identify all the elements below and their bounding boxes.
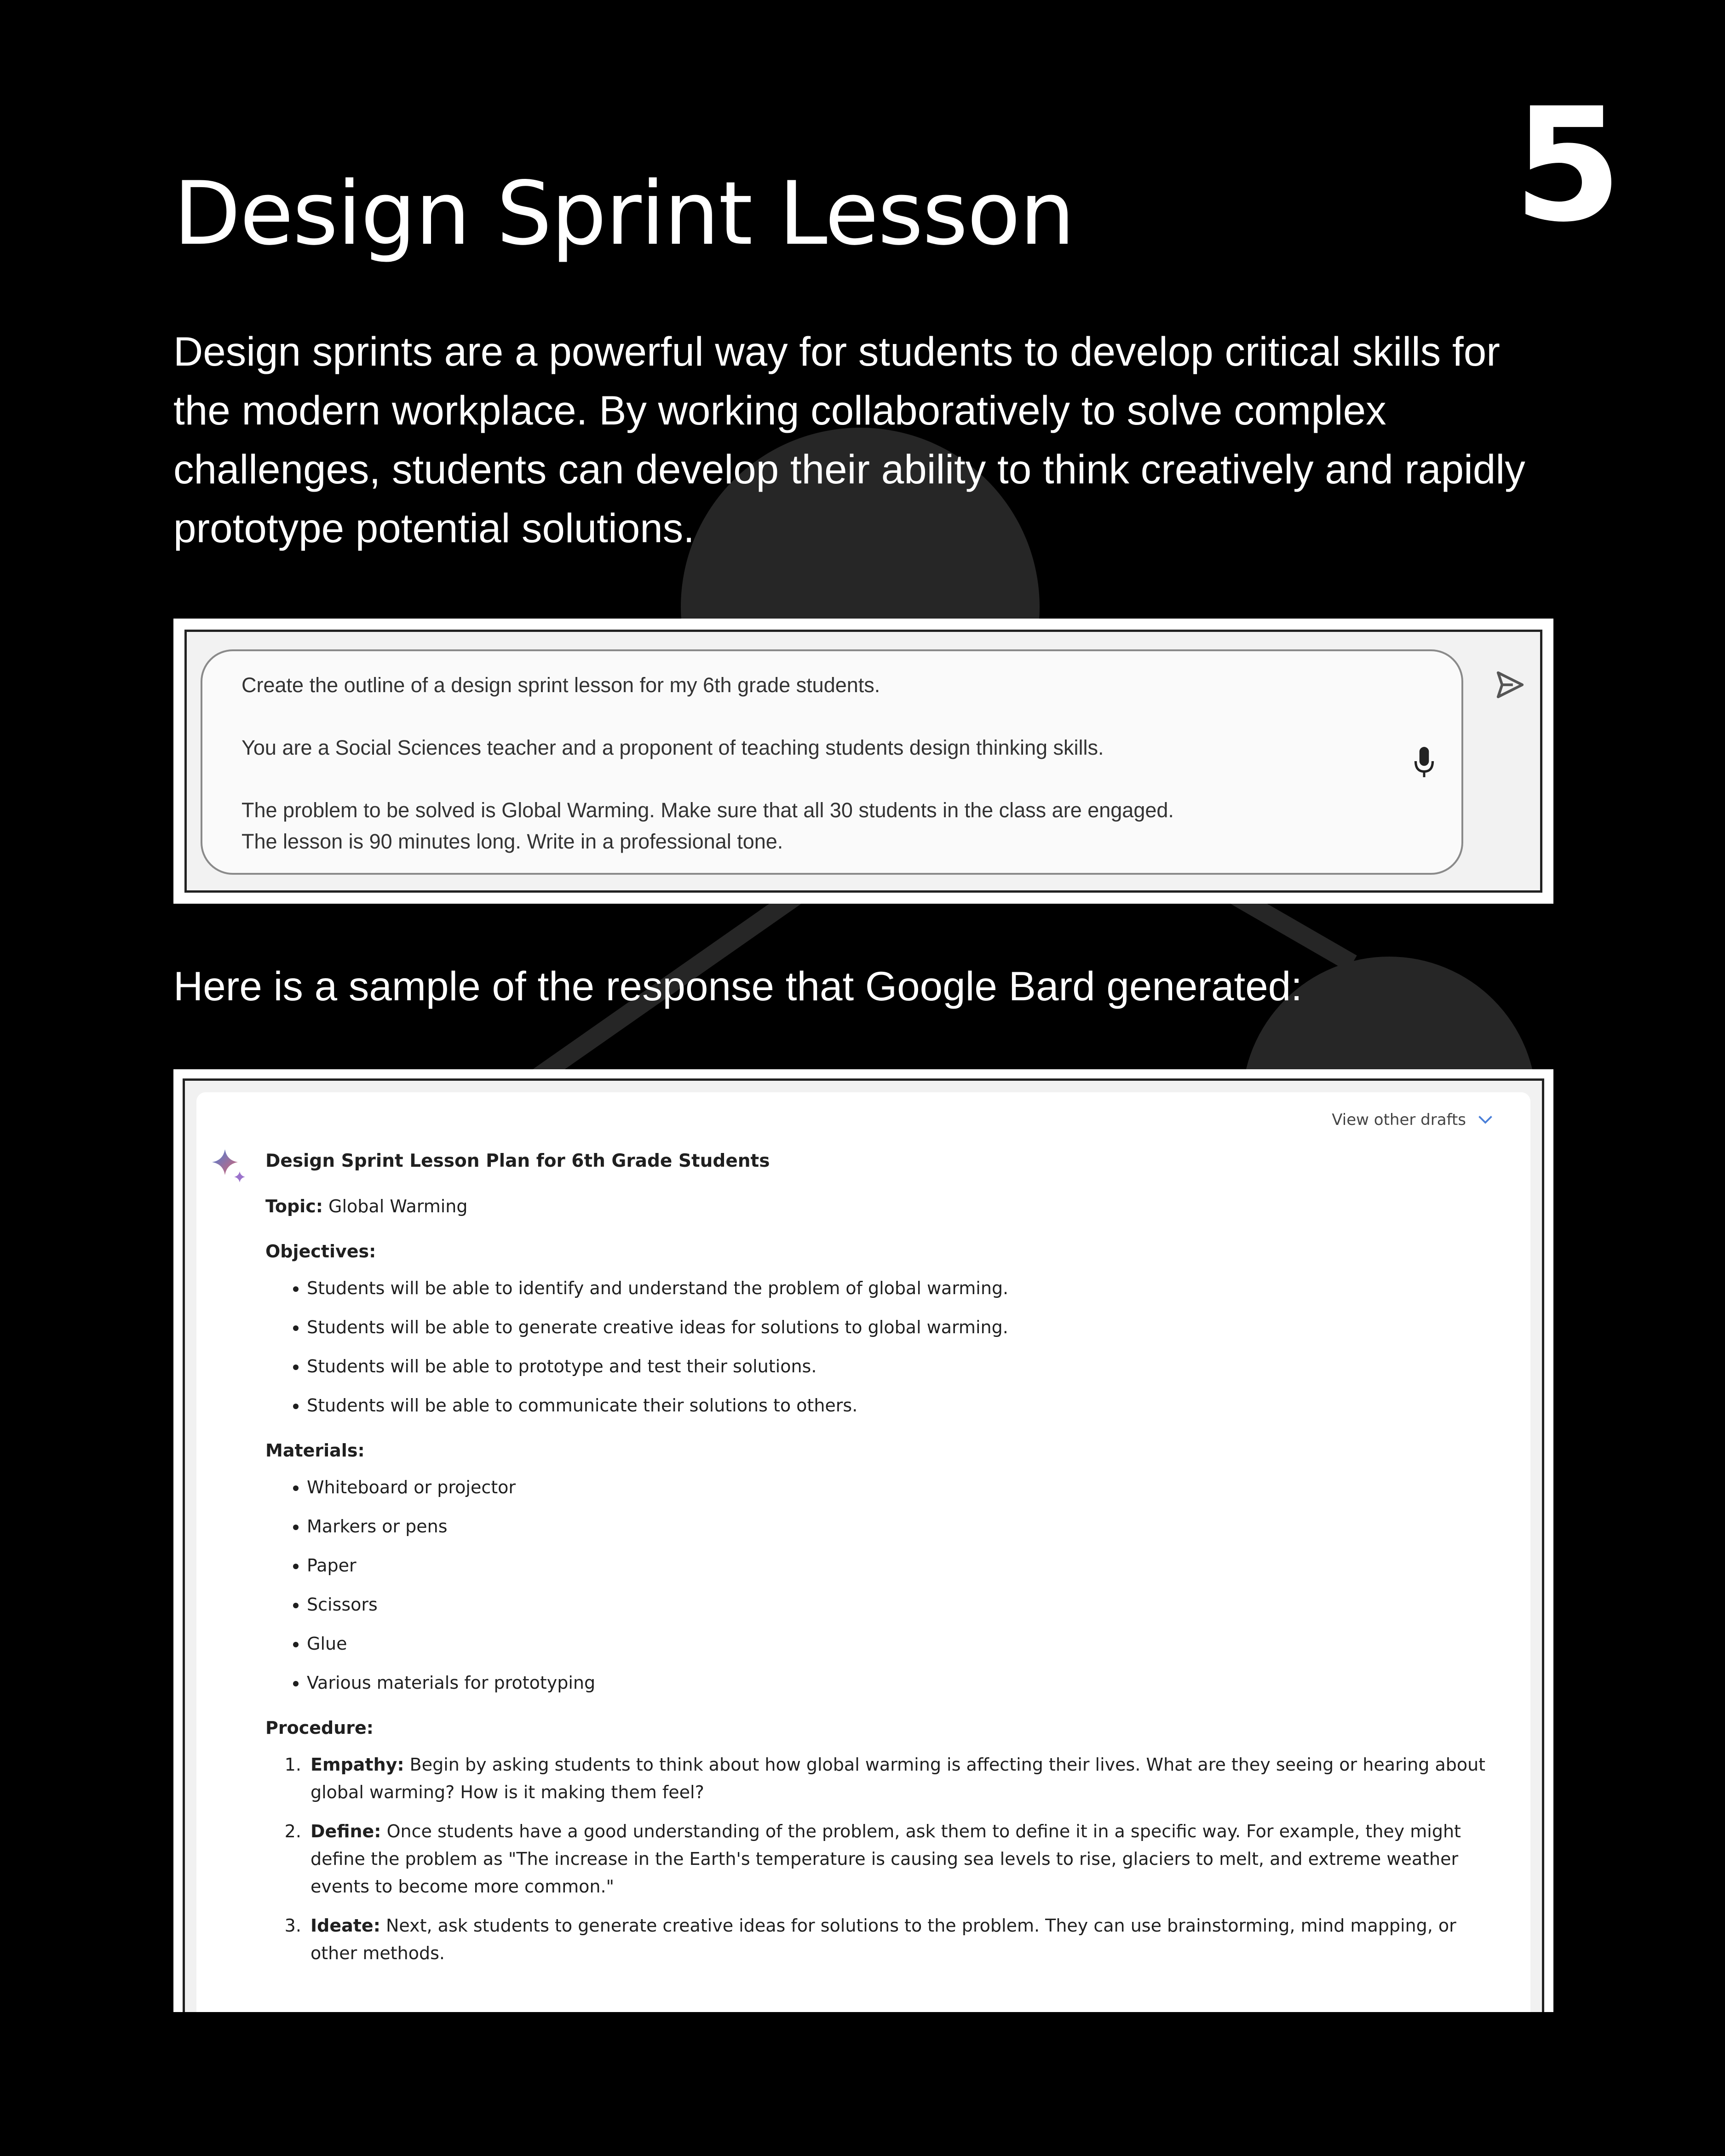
list-item: • Paper bbox=[307, 1552, 1494, 1579]
procedure-step bbox=[307, 1751, 1494, 1806]
prompt-screenshot bbox=[173, 619, 1553, 904]
list-item: • Students will be able to communicate their solutions to others. bbox=[307, 1392, 1494, 1419]
topic-value: Global Warming bbox=[328, 1196, 468, 1216]
list-item: • Students will be able to prototype and test their solutions. bbox=[307, 1353, 1494, 1380]
materials-list bbox=[265, 1474, 1494, 1697]
topic-label: Topic: bbox=[265, 1196, 323, 1216]
chevron-down-icon bbox=[1477, 1114, 1494, 1125]
bard-sparkle-icon bbox=[210, 1147, 247, 1184]
page-title: Design Sprint Lesson bbox=[173, 163, 1074, 264]
response-title: Design Sprint Lesson Plan for 6th Grade Students bbox=[265, 1151, 770, 1171]
prompt-line: Create the outline of a design sprint lesson for my 6th grade students. bbox=[242, 673, 880, 697]
procedure-step bbox=[307, 1912, 1494, 1967]
procedure-list bbox=[265, 1751, 1494, 1967]
step-text: Begin by asking students to think about how global warming is affecting their lives. What are they seeing or hearing about global warming? How is it making them feel? bbox=[310, 1755, 1486, 1802]
view-other-drafts-button[interactable] bbox=[1332, 1106, 1494, 1134]
prompt-frame bbox=[184, 630, 1542, 893]
list-item: • Glue bbox=[307, 1630, 1494, 1657]
list-item: • Various materials for prototyping bbox=[307, 1669, 1494, 1697]
procedure-step bbox=[307, 1818, 1494, 1900]
response-screenshot bbox=[173, 1069, 1553, 2012]
send-icon[interactable] bbox=[1494, 669, 1526, 701]
procedure-heading: Procedure: bbox=[265, 1718, 374, 1738]
prompt-line: The problem to be solved is Global Warming. Make sure that all 30 students in the class are engaged. bbox=[242, 798, 1174, 822]
step-lead: Define: bbox=[310, 1821, 381, 1841]
page-number: 5 bbox=[1513, 75, 1618, 257]
step-lead: Ideate: bbox=[310, 1915, 380, 1936]
materials-heading: Materials: bbox=[265, 1440, 365, 1461]
step-text: Once students have a good understanding of the problem, ask them to define it in a specific way. For example, they might define the problem as "The increase in the Earth's temperature is causing sea levels to rise, glaciers to melt, and extreme weather events to become more common." bbox=[310, 1821, 1461, 1897]
mic-icon[interactable] bbox=[1413, 746, 1436, 778]
intro-paragraph: Design sprints are a powerful way for students to develop critical skills for the modern workplace. By working collaboratively to solve complex challenges, students can develop their ability to think creatively and rapidly prototype potential solutions. bbox=[173, 328, 1525, 551]
list-item: • Whiteboard or projector bbox=[307, 1474, 1494, 1501]
list-item: • Scissors bbox=[307, 1591, 1494, 1618]
topic-line bbox=[265, 1193, 1494, 1220]
objectives-heading: Objectives: bbox=[265, 1241, 376, 1261]
step-text: Next, ask students to generate creative ideas for solutions to the problem. They can use brainstorming, mind mapping, or other methods. bbox=[310, 1915, 1456, 1963]
response-card bbox=[196, 1092, 1530, 2012]
drafts-label: View other drafts bbox=[1332, 1111, 1466, 1129]
list-item: • Markers or pens bbox=[307, 1513, 1494, 1540]
prompt-line: The lesson is 90 minutes long. Write in a professional tone. bbox=[242, 830, 783, 853]
list-item: • Students will be able to generate creative ideas for solutions to global warming. bbox=[307, 1313, 1494, 1341]
caption: Here is a sample of the response that Google Bard generated: bbox=[173, 963, 1302, 1009]
prompt-input[interactable] bbox=[201, 649, 1463, 875]
prompt-line: You are a Social Sciences teacher and a proponent of teaching students design thinking skills. bbox=[242, 736, 1104, 759]
objectives-list bbox=[265, 1274, 1494, 1419]
list-item: • Students will be able to identify and understand the problem of global warming. bbox=[307, 1274, 1494, 1302]
response-frame bbox=[183, 1078, 1544, 2012]
step-lead: Empathy: bbox=[310, 1755, 404, 1775]
